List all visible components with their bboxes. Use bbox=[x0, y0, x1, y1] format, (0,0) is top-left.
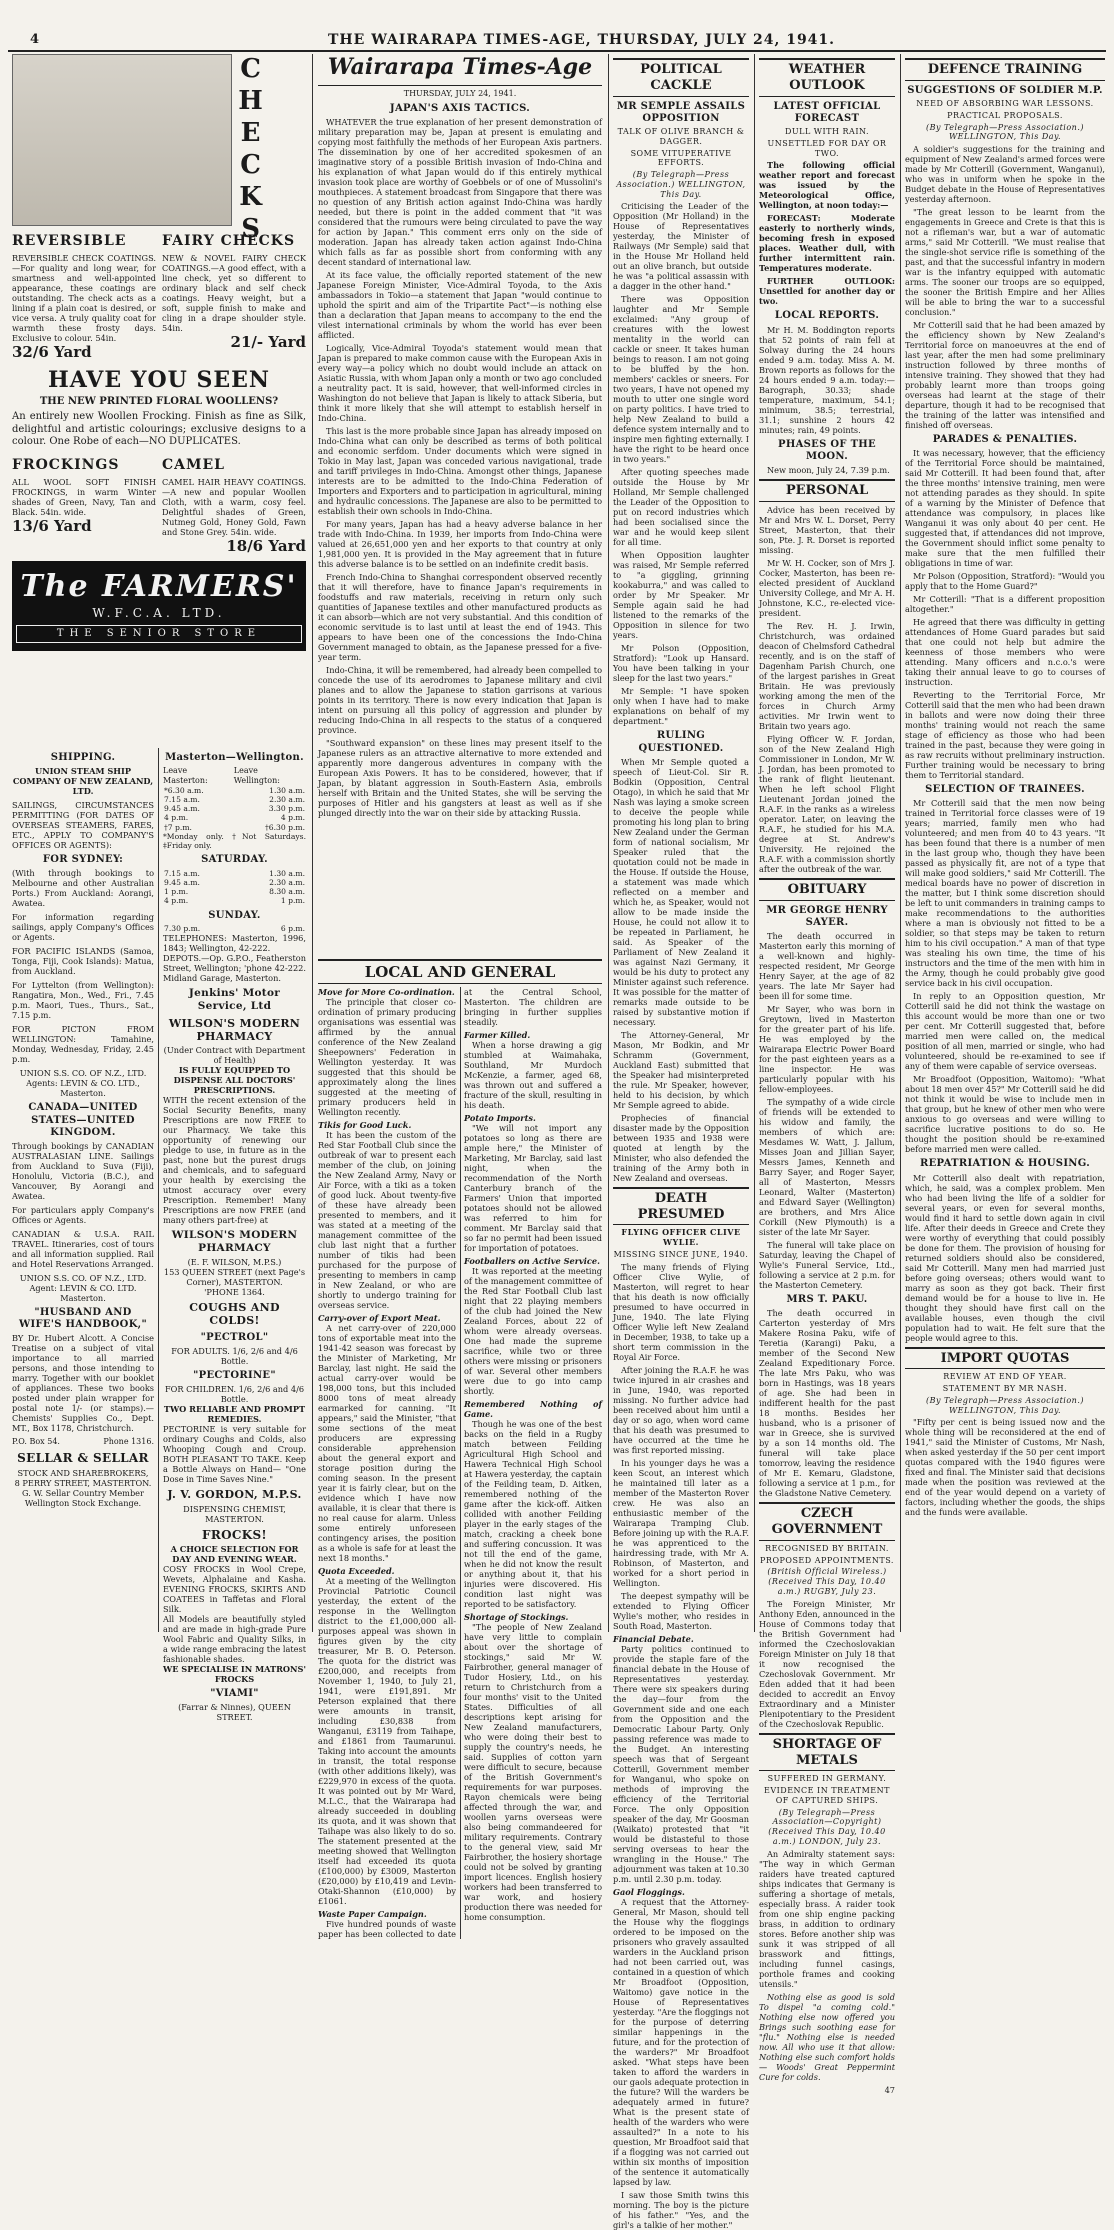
timetable-row bbox=[163, 924, 306, 933]
canada-title: CANADA—UNITED STATES—UNITED KINGDOM. bbox=[28, 1102, 138, 1138]
railway-note: *Monday only. †Not Saturdays. ‡Friday only. bbox=[163, 831, 306, 851]
trainees-paragraph: Mr Broadfoot (Opposition, Waitomo): "What about 18 men over 45?" Mr Cotterill said he did not think it would be wise to include men in that group, but he knew of other men who were anxious to go overseas and were willing to sacrifice lucrative positions to do so. He thought the position should be re-examined before married men were called. bbox=[905, 1074, 1105, 1155]
editorial-paragraph: For many years, Japan has had a heavy adverse balance in her trade with Indo-China. In 1939, her imports from Indo-China were valued at 26,651,000 yen and her exports to that country at only 1,981,000 yen. It is provided in the May agreement that in future this adverse balance is to be settled on an indefinite credit basis. bbox=[318, 518, 602, 569]
death-paragraph: The deepest sympathy will be extended to Flying Officer Wylie's mother, who resides in South Road, Masterton. bbox=[613, 1590, 749, 1631]
timetable-cell: 7.30 p.m. bbox=[164, 923, 201, 933]
column-rule bbox=[754, 54, 755, 1632]
pharmacy-title2: WILSON'S MODERN PHARMACY bbox=[171, 1229, 298, 1255]
timetable-row bbox=[163, 813, 306, 822]
have-you-seen-sub: THE NEW PRINTED FLORAL WOOLLENS? bbox=[39, 396, 279, 408]
timetable-cell: 1.30 a.m. bbox=[269, 785, 305, 795]
defence-column bbox=[905, 54, 1105, 1634]
metals-joke: Nothing else as good is sold To dispel "a coming cold." Nothing else now offered you Brings such soothing ease for "flu." Nothing else is needed now. All who use it that allow: Nothing else such comfort holds— Woods' Great Peppermint Cure for colds. bbox=[759, 1991, 895, 2082]
frocks-more: All Models are beautifully styled and are made in high-grade Pure Wool Fabric and Quality Silks, in a wide range embracing the latest fashionable shades. bbox=[163, 1614, 306, 1665]
import-sub2: STATEMENT BY MR NASH. bbox=[942, 1384, 1068, 1394]
obituary-paragraph: The death occurred in Masterton early this morning of a well-known and highly-respected resident, Mr George Henry Sayer, at the age of 82 years. The late Mr Sayer had been ill for some time. bbox=[759, 931, 895, 1001]
personal-paragraph: The Rev. H. J. Irwin, Christchurch, was ordained deacon of Chelmsford Cathedral recently, and is on the staff of Dagenham Parish Church, one of the largest parishes in Great Britain. He was previously working among the men of the forces in Church Army activities. Mr Irwin went to Britain two years ago. bbox=[759, 620, 895, 731]
column-rule bbox=[608, 54, 609, 1632]
leave-wellington: Leave Wellington: bbox=[233, 766, 280, 785]
political-column bbox=[613, 54, 749, 2230]
local-item-body: It has been the custom of the Red Star Football Club since the outbreak of war to present each member of the club, on joining the New Zealand Army, Navy or Air Force, with a tiki as a token of good luck. About twenty-five of these have already been presented to members, and it was stated at a meeting of the management committee of the club last night that a further number of tikis had been purchased for the purpose of presenting to members in camp in New Zealand, or who are shortly to undergo training for overseas service. bbox=[318, 1130, 456, 1311]
sellar-line1: STOCK AND SHAREBROKERS, bbox=[17, 1467, 149, 1478]
political-sub2: TALK OF OLIVE BRANCH & DAGGER. bbox=[617, 127, 745, 146]
local-item-heading: Carry-over of Export Meat. bbox=[318, 1313, 441, 1324]
political-sub1: MR SEMPLE ASSAILS OPPOSITION bbox=[616, 100, 746, 124]
editorial-paragraph: At its face value, the officially reported statement of the new Japanese Foreign Minister, Vice-Admiral Toyoda, to the Axis ambassadors in Tokio—a statement that Japan "would continue to uphold the spirit and aim of the Tripartite Pact"—is nothing else than a declaration that Japan means to accompany to the end the vilest international criminals by whom the world has ever been afflicted. bbox=[318, 269, 602, 340]
gaol-title: Gaol Floggings. bbox=[613, 1886, 685, 1897]
sellar-phone: Phone 1316. bbox=[103, 1437, 154, 1447]
timetable-cell: 4 p.m. bbox=[164, 813, 189, 823]
defence-title: DEFENCE TRAINING bbox=[905, 58, 1105, 81]
death-sub2: MISSING SINCE JUNE, 1940. bbox=[613, 1249, 749, 1259]
pharmacy-sub: (Under Contract with Department of Health) bbox=[163, 1045, 306, 1066]
nameplate: Wairarapa Times-Age bbox=[318, 54, 602, 86]
personal-paragraph: Advice has been received by Mr and Mrs W. L. Dorset, Perry Street, Masterton, that their son, Pte. J. R. Dorset is reported missing. bbox=[759, 504, 895, 555]
railway-header bbox=[163, 766, 306, 786]
local-item-body: At a meeting of the Wellington Provincial Patriotic Council yesterday, the extent of the response in the Wellington district to the £1,000,000 all-purposes appeal was shown in figures given by the city treasurer, Mr B. O. Peterson. The quota for the district was £200,000, and receipts from November 1, 1940, to July 21, 1941, were £191,891. Mr Peterson explained that there were amounts in transit, including £30,838 from Wanganui, £3119 from Taihape, and £1861 from Taumarunui. Taking into account the amounts in transit, the total response (with other additions likely), was £229,970 in excess of the quota. It was pointed out by Mr Ward, M.L.C., that the Wairarapa had already succeeded in doubling its quota, and it was shown that Taihape was also likely to do so. The statement presented at the meeting showed that Wellington itself had exceeded its quota (£100,000) by £3009, Masterton (£20,000) by £10,419 and Levin-Otaki-Shannon (£10,000) by £1061. bbox=[318, 1576, 456, 1907]
column-rule bbox=[158, 748, 159, 1632]
trainees-body bbox=[905, 798, 1105, 1154]
political-title: POLITICAL CACKLE bbox=[613, 58, 749, 97]
metals-sub: SUFFERED IN GERMANY. bbox=[767, 1774, 887, 1784]
local-item-body: "The people of New Zealand have very little to complain about over the shortage of stockings," said Mr W. Fairbrother, general manager of Tudor Hosiery, Ltd., on his return to Christchurch from a four months' visit to the United States. Difficulties of all descriptions kept arising for New Zealand manufacturers, who were doing their best to supply the country's needs, he said. Supplies of cotton yarn were difficult to secure, because of the British Government's requirements for war purposes. Rayon chemicals were being affected through the war, and woollen yarns overseas were also being commandeered for military requirements. Contrary to the general view, said Mr Fairbrother, the hosiery shortage could not be solved by granting import licences. English hosiery workers had been transferred to war work, and hosiery production there was needed for home consumption. bbox=[464, 1622, 602, 1923]
parades-paragraph: Reverting to the Territorial Force, Mr Cotterill said that the men who had been drawn in ballots and were now doing their three months' training would not reach the same stage of efficiency as those who had been trained in the past, because they were going in as raw recruits without preliminary instruction. Further training would be necessary to bring them to Territorial standard. bbox=[905, 690, 1105, 781]
have-you-seen-text: An entirely new Woollen Frocking. Finish as fine as Silk, delightful and artistic colourings; exclusive designs to a colour. One Robe of each—NO DUPLICATES. bbox=[12, 411, 306, 447]
personal-title: PERSONAL bbox=[759, 479, 895, 502]
local-item-body: Five hundred pounds of waste paper has been collected to date at the Central School, Masterton. The children are bringing in further supplies steadily. bbox=[318, 987, 602, 1940]
frockings-title: FROCKINGS bbox=[12, 456, 120, 473]
fairy-checks-text: NEW & NOVEL FAIRY CHECK COATINGS.—A good effect, with a line check, yet so different to ordinary black and self check coatings. Heavy weight, but a soft, supple finish to make and cling in a drape shoulder style. 54in. bbox=[162, 253, 306, 334]
death-sub: FLYING OFFICER CLIVE WYLIE. bbox=[621, 1227, 741, 1248]
pacific-text: FOR PACIFIC ISLANDS (Samoa, Tonga, Fiji, Cook Islands): Matua, from Auckland. bbox=[12, 946, 154, 977]
sellar-line2: 8 PERRY STREET, MASTERTON. bbox=[14, 1477, 152, 1488]
local-items bbox=[318, 987, 602, 1939]
timetable-row bbox=[163, 795, 306, 804]
local-item-body: The principle that closer co-ordination of primary producing organisations was essential was affirmed by the annual conference of the New Zealand Sheepowners' Federation in Wellington yesterday. It was suggested that this should be approximately along the lines suggested at the meeting of primary producers held in Wellington recently. bbox=[318, 997, 456, 1118]
picton-text: FOR PICTON FROM WELLINGTON: Tamahine, Monday, Wednesday, Friday, 2.45 p.m. bbox=[12, 1024, 154, 1065]
canada-particulars: For particulars apply Company's Offices or Agents. bbox=[12, 1204, 154, 1225]
timetable-row bbox=[163, 804, 306, 813]
import-text: "Fifty per cent is being issued now and the whole thing will be reconsidered at the end of 1941," said the Minister of Customs, Mr Nash, when asked yesterday if the 50 per cent import quotas compared with the 1940 figures were fixed and final. The Minister said that decisions made when the position was reviewed at the end of the year would depend on a variety of factors, including whether the goods, the ships and the funds were available. bbox=[905, 1417, 1105, 1518]
farmers-name: The FARMERS' bbox=[20, 569, 298, 605]
sydney-title: FOR SYDNEY: bbox=[42, 854, 124, 866]
obituary-sub: MR GEORGE HENRY SAYER. bbox=[766, 904, 888, 928]
gordon-name: J. V. GORDON, M.P.S. bbox=[167, 1488, 302, 1502]
sellar-name: SELLAR & SELLAR bbox=[17, 1451, 149, 1466]
pectorine-title: "PECTORINE" bbox=[193, 1370, 276, 1382]
defence-body bbox=[905, 144, 1105, 430]
death-body bbox=[613, 1262, 749, 1631]
pharmacy-text: WITH the recent extension of the Social Security Benefits, many Prescriptions are now FREE to our Pharmacy. We take this opportunity of renewing our pledge to use, in future as in the past, none but the purest drugs and chemicals, and to safeguard your health by exercising the utmost accuracy over every Prescription. Remember! Many Prescriptions are now FREE (and many others part-free) at bbox=[163, 1095, 306, 1226]
local-general-section bbox=[318, 955, 602, 1940]
repatriation-text: Mr Cotterill also dealt with repatriation, which, he said, was a complex problem. Men who had been living the life of a soldier for several years, or even for several months, would find it hard to settle down again in civil life. After their deeds in Greece and Crete they were worthy of everything that could possibly be done for them. The provision of housing for returned soldiers should also be considered, said Mr Cotterill. Many men had married just before going overseas; others would want to marry as soon as they got back. Their first demand would be for a house to live in. He thought they should have first call on the available houses, even though the civil population had to wait. He felt sure that the people would agree to this. bbox=[905, 1172, 1105, 1343]
farmers-tag: THE SENIOR STORE bbox=[16, 625, 302, 643]
trainees-title: SELECTION OF TRAINEES. bbox=[925, 784, 1085, 796]
editorial-body bbox=[318, 117, 602, 818]
weather-sub2: DULL WITH RAIN. bbox=[784, 127, 870, 137]
services-column bbox=[163, 748, 306, 1723]
editorial-paragraph: French Indo-China to Shanghai correspondent observed recently that it will therefore, have to finance Japan's requirements in foodstuffs and raw materials, receiving in return only such quantities of Japanese textiles and other manufactured products as it can absorb—which are not very substantial. And this condition of economic servitude is to last until at least the end of 1943. This appears to have been one of the concessions the Indo-China Government managed to obtain, as the Japanese pressed for a five-year term. bbox=[318, 571, 602, 662]
local-item-heading: Quota Exceeded. bbox=[318, 1566, 395, 1577]
death-paragraph: In his younger days he was a keen Scout, an interest which he maintained till later as a member of the Masterton Rover crew. He was also an enthusiastic member of the Wairarapa Tramping Club. Before joining up with the R.A.F. he was apprenticed to the hairdressing trade, with Mr A. Robinson, of Masterton, and worked for a short period in Wellington. bbox=[613, 1457, 749, 1588]
frocks-sub: A CHOICE SELECTION FOR DAY AND EVENING WEAR. bbox=[170, 1544, 299, 1565]
czech-credit: (British Official Wireless.) (Received This Day, 10.40 a.m.) RUGBY, July 23. bbox=[767, 1567, 887, 1596]
ruling-body bbox=[613, 757, 749, 1183]
defence-paragraph: Mr Cotterill said that he had been amazed by the efficiency shown by New Zealand's Territorial force on manoeuvres at the end of last year, after the men had some preliminary instruction followed by three months of intensive training. They showed that they had probably learnt more than troops going overseas had learnt at the stage of their departure, though it had to be recognised that the training of the latter was intensified and finished off overseas. bbox=[905, 320, 1105, 431]
farmers-logo bbox=[12, 561, 306, 650]
czech-text: The Foreign Minister, Mr Anthony Eden, announced in the House of Commons today that the British Government had informed the Czechoslovakian Foreign Minister on July 18 that it now recognised the Czechoslovak Government. Mr Eden added that it had been decided to accredit an Envoy Extraordinary and a Minister Plenipotentiary to the President of the Czechoslovak Republic. bbox=[759, 1598, 895, 1729]
gaol-text: A request that the Attorney-General, Mr Mason, should tell the House why the floggings ordered to be imposed on the prisoners who gravely assaulted warders in the Auckland prison had not been carried out, was contained in a question of which Mr Broadfoot (Opposition, Waitomo) gave notice in the House of Representatives yesterday. "Are the floggings not for the purpose of deterring similar happenings in the future, and for the protection of the warders?" Mr Broadfoot asked. "What steps have been taken to afford the warders in our gaols adequate protection in the future? Will the warders be adequately armed in future? What is the present state of health of the warders who were assaulted?" In a note to his question, Mr Broadfoot said that if a flogging was not carried out within six months of imposition of the sentence it automatically lapsed by law. bbox=[613, 1896, 749, 2187]
editorial-paragraph: "Southward expansion" on these lines may present itself to the Japanese rulers as an attractive alternative to more extended and apparently more dangerous adventures in company with the European Axis Powers. It has to be considered, however, that if Japan, by blatant aggression in South-Eastern Asia, embroils herself with Britain and the United States, she will be serving the purposes of Hitler and his gangsters at least as well as if she plunged directly into the war on their side by attacking Russia. bbox=[318, 737, 602, 818]
metals-num: 47 bbox=[884, 2084, 895, 2095]
reversible-title: REVERSIBLE bbox=[12, 233, 127, 249]
timetable-cell: †7 p.m. bbox=[164, 822, 192, 832]
fairy-checks-title: FAIRY CHECKS bbox=[162, 233, 296, 249]
leave-masterton: Leave Masterton: bbox=[163, 766, 208, 785]
editorial-paragraph: This last is the more probable since Japan has already imposed on Indo-China what can only be described as terms of both political and economic serfdom. Under documents which were signed in Tokio in May last, Japan was conceded various navigational, trade and tariff privileges in Indo-China. Amongst other things, Japanese interests are to be admitted to the Indo-China Federation of Importers and Exporters and to participation in agricultural, mining and hydraulic concessions. The Japanese are also to be permitted to establish their own schools in Indo-China. bbox=[318, 425, 602, 516]
personal-paragraph: Flying Officer W. F. Jordan, son of the New Zealand High Commissioner in London, Mr W. J. Jordan, has been promoted to the rank of flight lieutenant. When he left school Flight Lieutenant Jordan joined the R.A.F. in the ranks as a wireless operator. Later, on leaving the R.A.F., he studied for his M.A. degree at St. Andrew's University. He rejoined the R.A.F. with a commission shortly after the outbreak of the war. bbox=[759, 733, 895, 874]
handbook-text: BY Dr. Hubert Alcott. A Concise Treatise on a subject of vital importance to all married persons, and those intending to marry. Together with our booklet of appliances. These two books posted under plain wrapper for postal note 1/- (or stamps).—Chemists' Supplies Co., Dept. MT., Box 1178, Christchurch. bbox=[12, 1333, 154, 1434]
farmers-co: W.F.C.A. LTD. bbox=[92, 605, 226, 620]
frocks-title: FROCKS! bbox=[202, 1527, 267, 1542]
political-paragraph: Criticising the Leader of the Opposition (Mr Holland) in the House of Representatives yesterday, the Minister of Railways (Mr Semple) said that in the House Mr Holland held out an olive branch, but outside he was "a political assassin with a dagger in the other hand." bbox=[613, 201, 749, 292]
timetable-row bbox=[163, 878, 306, 887]
moon-title: PHASES OF THE MOON. bbox=[778, 438, 876, 462]
masthead-rule bbox=[8, 50, 1106, 52]
handbook-title: "HUSBAND AND WIFE'S HANDBOOK," bbox=[19, 1306, 147, 1331]
railway-telephones: TELEPHONES: Masterton, 1996, 1843; Wellington, 42-222. bbox=[163, 933, 306, 954]
political-paragraph: After quoting speeches made outside the House by Mr Holland, Mr Semple challenged the Leader of the Opposition to put on record industries which had been socialised since the war and he would keep silent for all time. bbox=[613, 467, 749, 548]
timetable-cell: 9.45 a.m. bbox=[164, 804, 200, 814]
sellar-line3: G. W. Sellar Country Member Wellington Stock Exchange. bbox=[22, 1487, 144, 1508]
pharmacy-owner: (E. F. WILSON, M.P.S.) bbox=[187, 1257, 282, 1268]
timetable-cell: 4 p.m. bbox=[280, 813, 305, 823]
timetable-row bbox=[163, 869, 306, 878]
reversible-text: REVERSIBLE CHECK COATINGS.—For quality and long wear, for smartness and well-appointed appearance, these coatings are outstanding. The check acts as a lining if a plain coat is desired, or vice versa. A truly quality coat for warmth these frosty days. Exclusive to colour. 54in. bbox=[12, 253, 156, 344]
local-item-body: "We will not import any potatoes so long as there are ample here," the Minister of Marketing, Mr Barclay, said last night, when the recommendation of the North Canterbury branch of the Farmers' Union that imported potatoes should not be allowed was referred to him for comment. Mr Barclay said that so far no permit had been issued for importation of potatoes. bbox=[464, 1123, 602, 1254]
editorial-paragraph: Logically, Vice-Admiral Toyoda's statement would mean that Japan is prepared to make common cause with the European Axis in every way—a policy which no doubt would include an attack on Asiatic Russia, with whom Japan only a month or two ago concluded a neutrality pact. It is said, however, that well-informed circles in Washington do not believe that Japan is likely to attack Siberia, but think it more likely that she will attempt to establish herself in Indo-China. bbox=[318, 342, 603, 423]
death-paragraph: After joining the R.A.F. he was twice injured in air crashes and in June, 1940, was reported missing. No further advice had been received about him until a day or so ago, when word came that his death was presumed to have occurred at the time he was first reported missing. bbox=[613, 1364, 749, 1455]
timetable-cell: 1 p.m. bbox=[164, 887, 189, 897]
pharmacy-address: 153 QUEEN STREET (next Page's Corner), MASTERTON. bbox=[163, 1267, 306, 1288]
fairy-checks-price: 21/- Yard bbox=[230, 333, 306, 352]
remedies-text: TWO RELIABLE AND PROMPT REMEDIES. bbox=[163, 1404, 306, 1425]
timetable-row bbox=[163, 896, 306, 905]
shipping-agent2: UNION S.S. CO. OF N.Z., LTD. Agent: LEVIN & CO. LTD. Masterton. bbox=[19, 1272, 147, 1303]
sellar-box: P.O. Box 54. bbox=[12, 1437, 60, 1447]
timetable-cell: 3.30 p.m. bbox=[268, 804, 305, 814]
news-column bbox=[759, 54, 895, 2095]
sellar-contact bbox=[12, 1437, 154, 1447]
moon-text: New moon, July 24, 7.39 p.m. bbox=[767, 464, 890, 475]
defence-sub3: PRACTICAL PROPOSALS. bbox=[947, 110, 1063, 120]
pectorine-text: PECTORINE is very suitable for ordinary Coughs and Colds, also Whooping Cough and Croup. BOTH PLEASANT TO TAKE. Keep a Bottle Always on Hand— "One Dose in Time Saves Nine." bbox=[163, 1424, 306, 1485]
coughs-title: COUGHS AND COLDS! bbox=[189, 1301, 280, 1328]
ruling-title: RULING QUESTIONED. bbox=[638, 730, 724, 754]
timetable-cell: 8.30 a.m. bbox=[269, 887, 305, 897]
masthead bbox=[8, 2, 1106, 48]
local-reports-title: LOCAL REPORTS. bbox=[774, 310, 880, 322]
editorial-paragraph: WHATEVER the true explanation of her present demonstration of military preparation may be, Japan at present is emulating and copying most faithfully the methods of her European Axis partners. The dissemination by one of her accredited spokesmen of an imaginative story of a possible British invasion of Indo-China and his explanation of what Japan would do if this entirely mythical invasion took place are worthy of Goebbels or of one of Mussolini's mouthpieces. A statement broadcast from Singapore that there was no question of any British action against Indo-China was hardly needed, but there is point in the added comment that "it was considered that the rumours were being circulated to pave the way for action by Japan." This comment errs only on the side of moderation. Japan has already taken action against Indo-China which falls as far as possible short from conforming with any decent standard of international law. bbox=[318, 116, 602, 267]
checks-heading: CHECKS bbox=[235, 54, 266, 246]
lyttelton-text: For Lyttelton (from Wellington): Rangatira, Mon., Wed., Fri., 7.45 p.m. Maori, Tues., Thurs., Sat., 7.15 p.m. bbox=[12, 980, 154, 1021]
weather-sub3: UNSETTLED FOR DAY OR TWO. bbox=[767, 138, 887, 158]
page-number: 4 bbox=[30, 32, 40, 47]
obituary-title: OBITUARY bbox=[759, 878, 895, 901]
parades-paragraph: He agreed that there was difficulty in getting attendances of Home Guard parades but said that one could not help but admire the keenness of those members who were attending. Many officers and n.c.o.'s were taking their annual leave to go to courses of instruction. bbox=[905, 617, 1105, 688]
shipping-agents: UNION S.S. CO. OF N.Z., LTD. Agents: LEVIN & CO. LTD., Masterton. bbox=[19, 1068, 147, 1099]
weather-title: WEATHER OUTLOOK bbox=[759, 58, 895, 97]
defence-paragraph: A soldier's suggestions for the training and equipment of New Zealand's armed forces were made by Mr Cotterill (Government, Wanganui), who was in uniform when he spoke in the Budget debate in the House of Representatives yesterday afternoon. bbox=[905, 144, 1105, 205]
local-item-heading: Potato Imports. bbox=[464, 1113, 536, 1124]
local-item-body: A net carry-over of 220,000 tons of exportable meat into the 1941-42 season was forecast by the Minister of Marketing, Mr Barclay, last night. He said the actual carry-over would be 198,000 tons, but this included 8000 tons of meat already earmarked for canning. "It appears," said the Minister, "that some sections of the meat producers are expressing considerable apprehension about the general export and storage position during the coming season. In the present year it is fairly clear, but on the evidence which I have now available, it is clear that there is no real cause for alarm. Unless some entirely unforeseen contingency arises, the position as a whole is safe for at least the next 18 months." bbox=[318, 1323, 456, 1564]
weather-further: FURTHER OUTLOOK: Unsettled for another day or two. bbox=[759, 276, 895, 307]
metals-title: SHORTAGE OF METALS bbox=[759, 1733, 895, 1772]
timetable-cell: *6.30 a.m. bbox=[164, 785, 204, 795]
local-item-heading: Farmer Killed. bbox=[464, 1030, 531, 1041]
parades-paragraph: Mr Polson (Opposition, Stratford): "Would you apply that to the Home Guard?" bbox=[905, 571, 1105, 592]
pectrol-title: "PECTROL" bbox=[200, 1331, 269, 1343]
personal-paragraph: Mr W. H. Cocker, son of Mrs J. Cocker, Masterton, has been re-elected president of Auckland University College, and Mr A. H. Johnstone, K.C., re-elected vice-president. bbox=[759, 557, 895, 618]
timetable-cell: 1 p.m. bbox=[280, 896, 305, 906]
trainees-paragraph: Mr Cotterill said that the men now being trained in Territorial force classes were of 19 years; married, family men who had volunteered; and men from 40 to 43 years. "It has been found that there is a number of men in the last group who, though they have been passed as physically fit, are not of a type that will make good soldiers," said Mr Cotterill. The medical boards have no power of discretion in the matter, but I think some discretion should be left to unit commanders in training camps to make recommendations to the authorities where a man is obviously not fitted to be a soldier, so that steps may be taken to return him to his civil occupation." A man of that type was stealing his own time, the time of his instructors and the time of the men with him in the Army, though he could probably give good service back in his civil occupation. bbox=[905, 798, 1105, 989]
local-item-body: When a horse drawing a gig stumbled at Waimahaka, Southland, Mr Murdoch McKenzie, a farmer, aged 68, was thrown out and suffered a fracture of the skull, resulting in his death. bbox=[464, 1040, 602, 1111]
railway-title: Masterton—Wellington. bbox=[165, 752, 304, 763]
import-title: IMPORT QUOTAS bbox=[905, 1347, 1105, 1370]
have-you-seen-title: HAVE YOU SEEN bbox=[48, 367, 270, 394]
shipping-info: For information regarding sailings, apply Company's Offices or Agents. bbox=[12, 912, 154, 943]
local-item-body: Though he was one of the best backs on the field in a Rugby match between Feilding Agricultural High School and Hawera Technical High School at Hawera yesterday, the captain of the Feilding team, D. Aitken, remembered nothing of the game after the kick-off. Aitken collided with another Feilding player in the early stages of the match, cracking a cheek bone and suffering concussion. It was not till the end of the game, when he did not know the result or anything about it, that his injuries were discovered. His condition last night was reported to be satisfactory. bbox=[464, 1419, 602, 1610]
weather-intro: The following official weather report and forecast was issued by the Meteorological Office, Wellington, at noon today:— bbox=[759, 160, 895, 211]
parades-body bbox=[905, 448, 1105, 780]
gordon-sub: DISPENSING CHEMIST, MASTERTON. bbox=[183, 1503, 286, 1524]
sydney-text: (With through bookings to Melbourne and other Australian Ports.) From Auckland: Aorangi, Awatea. bbox=[12, 868, 154, 909]
railway-timetable bbox=[163, 786, 306, 832]
defence-sub: SUGGESTIONS OF SOLDIER M.P. bbox=[907, 84, 1103, 96]
masthead-line: THE WAIRARAPA TIMES-AGE, THURSDAY, JULY 24, 1941. bbox=[328, 32, 836, 48]
death-title: DEATH PRESUMED bbox=[613, 1187, 749, 1226]
obituary-body bbox=[759, 931, 895, 1290]
repatriation-title: REPATRIATION & HOUSING. bbox=[919, 1158, 1091, 1170]
local-item-heading: Remembered Nothing of Game. bbox=[464, 1399, 602, 1420]
viami-title: "VIAMI" bbox=[210, 1688, 259, 1700]
saturday-timetable bbox=[163, 869, 306, 906]
editorial-paragraph: Indo-China, it will be remembered, had already been compelled to concede the use of its aerodromes to Japanese military and civil planes and to allow the Japanese to station garrisons at various points in its territory. There is now every indication that Japan is intent on pursuing all this policy of aggression and plunder by reducing Indo-China in all respects to the status of a conquered province. bbox=[318, 664, 602, 735]
obituary-paragraph: Mr Sayer, who was born in Greytown, lived in Masterton for the greater part of his life. He was employed by the Wairarapa Electric Power Board for the past eighteen years as a line inspector. He was particularly popular with his fellow-employees. bbox=[759, 1004, 895, 1094]
political-paragraph: There was Opposition laughter and Mr Semple exclaimed: "Any group of creatures with the lowest mentality in the world can cackle or sneer. It takes human beings to reason. I am not going to be bluffed by the hon. members' cackles or sneers. For two years, I have not opened my mouth to utter one single word on party politics. I have tried to help New Zealand to build a defence system internally and to inspire men fighting externally. I have the right to be heard once in two years." bbox=[613, 294, 749, 465]
timetable-row bbox=[163, 786, 306, 795]
railway-depots: DEPOTS.—Op. G.P.O., Featherston Street, Wellington; 'phone 42-222. Midland Garage, Masterton. bbox=[163, 953, 306, 984]
reversible-price: 32/6 Yard bbox=[12, 343, 92, 362]
viami-sub: (Farrar & Ninnes), QUEEN STREET. bbox=[178, 1702, 291, 1723]
pharmacy-phone: 'PHONE 1364. bbox=[204, 1287, 265, 1298]
obituary-paragraph: The funeral will take place on Saturday, leaving the Chapel of Wylie's Funeral Service, Ltd., following a service at 2 p.m. for the Masterton Cemetery. bbox=[759, 1240, 895, 1290]
local-reports-text: Mr H. M. Boddington reports that 52 points of rain fell at Solway during the 24 hours ended 9 a.m. today. Miss A. M. Brown reports as follows for the 24 hours ended 9 a.m. today:—Barograph, 30.33; shade temperature, maximum, 54.1; minimum, 38.5; terrestrial, 31.1; sunshine 2 hours 42 minutes; rain, 49 points. bbox=[759, 324, 895, 435]
timetable-cell: †6.30 p.m. bbox=[264, 822, 305, 832]
political-paragraph: Mr Polson (Opposition, Stratford): "Look up Hansard. You have been talking in your sleep for the last two years." bbox=[613, 643, 749, 684]
political-credit: (By Telegraph—Press Association.) WELLINGTON, This Day. bbox=[616, 170, 746, 199]
defence-paragraph: "The great lesson to be learnt from the engagements in Greece and Crete is that this is not a rifleman's war, but a war of automatic arms," said Mr Cotterill. "We must realise that the single-shot service rifle is something of the past, and that the successful infantry in modern war is the infantry equipped with automatic arms. The sooner our troops are so equipped, the sooner the British Empire and her Allies will be able to bring the war to a successful conclusion." bbox=[905, 207, 1105, 318]
ruling-paragraph: Prophecies of financial disaster made by the Opposition between 1935 and 1938 were quoted at length by the Minister, who also defended the training of the Army both in New Zealand and overseas. bbox=[613, 1112, 749, 1183]
weather-forecast: FORECAST: Moderate easterly to northerly winds, becoming fresh in exposed places. Weather dull, with further intermittent rain. Temperatures moderate. bbox=[759, 213, 895, 274]
shipping-column bbox=[12, 748, 154, 1634]
local-item-heading: Footballers on Active Service. bbox=[464, 1256, 600, 1267]
timetable-cell: 2.30 a.m. bbox=[269, 794, 305, 804]
editorial-date: THURSDAY, JULY 24, 1941. bbox=[403, 88, 517, 98]
timetable-cell: 7.15 a.m. bbox=[164, 794, 200, 804]
editorial-headline: JAPAN'S AXIS TACTICS. bbox=[389, 102, 531, 114]
political-sub3: SOME VITUPERATIVE EFFORTS. bbox=[630, 148, 732, 168]
rail-text: CANADIAN & U.S.A. RAIL TRAVEL. Itineraries, cost of tours and all information supplied. Rail and Hotel Reservations Arranged. bbox=[12, 1228, 154, 1269]
parades-paragraph: Mr Cotterill: "That is a different proposition altogether." bbox=[905, 594, 1105, 615]
sunday-title: SUNDAY. bbox=[208, 909, 261, 921]
timetable-row bbox=[163, 823, 306, 832]
defence-credit: (By Telegraph—Press Association.) WELLINGTON, This Day. bbox=[925, 122, 1084, 142]
ruling-paragraph: When Mr Semple quoted a speech of Lieut-Col. Sir R. Bodkin (Opposition, Central Otago), in which he said that Mr Nash was laying a smoke screen to deceive the people while promoting his long plan to bring New Zealand under the German form of national socialism, Mr Speaker ruled that the quotation could not be made in the House. If outside the House, a statement was made which reflected on a member and which he, as Speaker, would not allow to be made inside the House, he could not allow it to be repeated in Parliament, he said. As Speaker of the Parliament of New Zealand it was against Nazi Germany, it would be his duty to protect any Minister against such reference. It was possible for the matter of remarks made outside to be raised by substantive motion if necessary. bbox=[613, 756, 749, 1027]
matrons-text: WE SPECIALISE IN MATRONS' FROCKS bbox=[163, 1664, 306, 1685]
political-paragraph: Mr Semple: "I have spoken only when I have had to make explanations on behalf of my department." bbox=[613, 686, 749, 727]
personal-body bbox=[759, 505, 895, 874]
pectorine-children: FOR CHILDREN. 1/6, 2/6 and 4/6 Bottle. bbox=[164, 1384, 305, 1405]
local-item-body: It was reported at the meeting of the management committee of the Red Star Football Club last night that 22 playing members of the club had joined the New Zealand Forces, about 22 of whom were already overseas. One had made the supreme sacrifice, while two or three others were missing or prisoners of war. Several other members were due to go into camp shortly. bbox=[464, 1266, 602, 1397]
timetable-cell: 4 p.m. bbox=[164, 896, 189, 906]
camel-title: CAMEL bbox=[162, 456, 226, 473]
column-rule bbox=[312, 54, 313, 1632]
czech-sub: RECOGNISED BY BRITAIN. bbox=[765, 1543, 889, 1553]
frockings-price: 13/6 Yard bbox=[12, 517, 92, 536]
financial-title: Financial Debate. bbox=[613, 1633, 694, 1644]
timetable-cell: 7.15 a.m. bbox=[164, 868, 200, 878]
joke-text: I saw those Smith twins this morning. The boy is the picture of his father." "Yes, and the girl's a talkie of her mother." bbox=[613, 2189, 749, 2230]
timetable-cell: 6 p.m. bbox=[280, 923, 305, 933]
local-item-heading: Tikis for Good Luck. bbox=[318, 1120, 412, 1131]
union-text: SAILINGS, CIRCUMSTANCES PERMITTING (FOR DATES OF OVERSEAS STEAMERS, FARES, ETC., APPLY TO COMPANY'S OFFICES OR AGENTS): bbox=[12, 800, 154, 851]
financial-text: Party politics continued to provide the staple fare of the financial debate in the House of Representatives yesterday. There were six speakers during the day—four from the Government side and one each from the Opposition and the Democratic Labour Party. Only passing reference was made to the Budget. An interesting speech was that of Sergeant Cotterill, Government member for Wanganui, who spoke on methods of improving the efficiency of the Territorial Force. The only Opposition speaker of the day, Mr Goosman (Waikato) protested that "it would be distasteful to those serving overseas to hear the wrangling in the House." The adjournment was taken at 10.30 p.m. until 2.30 p.m. today. bbox=[613, 1643, 749, 1884]
union-title: UNION STEAM SHIP COMPANY OF NEW ZEALAND, LTD. bbox=[12, 766, 154, 797]
camel-price: 18/6 Yard bbox=[226, 537, 306, 556]
local-item-heading: Move for More Co-ordination. bbox=[318, 987, 455, 998]
pharmacy-equipped: IS FULLY EQUIPPED TO DISPENSE ALL DOCTORS' PRESCRIPTIONS. bbox=[173, 1065, 296, 1096]
ruling-paragraph: The Attorney-General, Mr Mason, Mr Bodkin, and Mr Schramm (Government, Auckland East) submitted that the Speaker had misinterpreted the rule. Mr Speaker, however, held to his decision, by which Mr Semple agreed to abide. bbox=[613, 1029, 749, 1110]
fashion-illustration bbox=[12, 54, 232, 226]
weather-sub: LATEST OFFICIAL FORECAST bbox=[773, 100, 881, 124]
parades-paragraph: It was necessary, however, that the efficiency of the Territorial Force should be maintained, said Mr Cotterill. It had been found that, after the three months' intensive training, men were not attending parades as they should. In spite of a warning by the Minister of Defence that attendance was compulsory, in places like Wanganui it was only about 40 per cent. He suggested that, if attendances did not improve, the Government should inflict some penalty to make sure that the men fulfilled their obligations in time of war. bbox=[905, 448, 1105, 569]
metals-text: An Admiralty statement says: "The way in which German raiders have treated captured ships indicates that Germany is suffering a shortage of metals, especially brass. A raider took from one ship engine packing brass, in addition to ordinary stores. Before another ship was sunk it was stripped of all brasswork and fittings, including funnel casings, porthole frames and cooking utensils." bbox=[759, 1848, 895, 1989]
metals-credit: (By Telegraph—Press Association—Copyright) (Received This Day, 10.40 a.m.) LONDON, July 23. bbox=[768, 1807, 886, 1846]
trainees-paragraph: In reply to an Opposition question, Mr Cotterill said he did not think the wastage on this account would be more than one or two per cent. Mr Cotterill suggested that, before married men were called on, the medical position of all men, married or single, who had volunteered, should be re-examined to see if any of them were capable of service overseas. bbox=[905, 991, 1105, 1072]
camel-text: CAMEL HAIR HEAVY COATINGS.—A new and popular Woollen Cloth, with a warm, cosy feel. Delightful shades of Green, Nutmeg Gold, Honey Gold, Fawn and Stone Grey. 54in. wide. bbox=[162, 477, 306, 538]
jenkins-title: Jenkins' Motor Service, Ltd bbox=[188, 987, 281, 1012]
metals-sub2: EVIDENCE IN TREATMENT OF CAPTURED SHIPS. bbox=[764, 1786, 890, 1805]
timetable-row bbox=[163, 887, 306, 896]
paku-title: MRS T. PAKU. bbox=[786, 1294, 868, 1305]
column-rule bbox=[900, 54, 901, 1632]
farmers-advertisement bbox=[12, 54, 306, 744]
timetable-cell: 2.30 a.m. bbox=[269, 877, 305, 887]
timetable-cell: 9.45 a.m. bbox=[164, 877, 200, 887]
frockings-text: ALL WOOL SOFT FINISH FROCKINGS, in warm Winter shades of Green, Navy, Tan and Black. 54in. wide. bbox=[12, 477, 156, 518]
saturday-title: SATURDAY. bbox=[201, 854, 268, 866]
local-general-title: LOCAL AND GENERAL bbox=[318, 959, 602, 984]
parades-title: PARADES & PENALTIES. bbox=[932, 434, 1078, 446]
czech-sub2: PROPOSED APPOINTMENTS. bbox=[760, 1555, 894, 1565]
sunday-timetable bbox=[163, 924, 306, 933]
local-item-heading: Waste Paper Campaign. bbox=[318, 1909, 427, 1920]
death-paragraph: The many friends of Flying Officer Clive Wylie, of Masterton, will regret to hear that his death is now officially presumed to have occurred in June, 1940. The late Flying Officer Wylie left New Zealand in December, 1938, to take up a short term commission in the Royal Air Force. bbox=[613, 1261, 749, 1362]
import-sub: REVIEW AT END OF YEAR. bbox=[943, 1372, 1067, 1382]
canada-text: Through bookings by CANADIAN AUSTRALASIAN LINE. Sailings from Auckland to Suva (Fiji), Honolulu, Victoria (B.C.), and Vancouver, By Aorangi and Awatea. bbox=[12, 1140, 154, 1201]
paku-text: The death occurred in Carterton yesterday of Mrs Makere Rosina Paku, wife of Teretia (Karangi) Paku, a member of the Second New Zealand Expeditionary Force. The late Mrs Paku, who was born in Hastings, was 18 years of age. She had been in indifferent health for the past 18 months. Besides her husband, who is a prisoner of war in Greece, she is survived by a son 14 months old. The funeral will take place tomorrow, leaving the residence of Mr E. Kemaru, Gladstone, following a service at 1 p.m., for the Gladstone Native Cemetery. bbox=[759, 1308, 895, 1499]
political-paragraph: When Opposition laughter was raised, Mr Semple referred to "a giggling, grinning kookaburra," and was called to order by Mr Speaker. Mr Semple again said he had listened to the remarks of the Opposition in silence for two years. bbox=[613, 550, 749, 641]
pectrol-adults: FOR ADULTS. 1/6, 2/6 and 4/6 Bottle. bbox=[171, 1346, 298, 1367]
frocks-text: COSY FROCKS in Wool Crepe, Wevets, Alphalaine and Kasha. EVENING FROCKS, SKIRTS AND COATEES in Taffetas and Floral Silk. bbox=[163, 1564, 306, 1615]
political-body bbox=[613, 201, 749, 726]
import-credit: (By Telegraph—Press Association.) WELLINGTON, This Day. bbox=[925, 1395, 1084, 1415]
pharmacy-title: WILSON'S MODERN PHARMACY bbox=[168, 1016, 301, 1044]
local-item-heading: Shortage of Stockings. bbox=[464, 1612, 569, 1623]
defence-sub2: NEED OF ABSORBING WAR LESSONS. bbox=[916, 99, 1094, 109]
obituary-paragraph: The sympathy of a wide circle of friends will be extended to his widow and family, the members of which are: Mesdames W. Watt, J. Jallum, Misses Joan and Jillian Sayer, Messrs James, Kenneth and Barry Sayer, and Roger Sayer, all of Masterton, Messrs Leonard, Walter (Masterton) and Edward Sayer (Wellington) are brothers, and Mrs Alice Corkill (New Plymouth) is a sister of the late Mr Sayer. bbox=[759, 1097, 895, 1237]
editorial-column bbox=[318, 54, 602, 949]
timetable-cell: 1.30 a.m. bbox=[269, 868, 305, 878]
czech-title: CZECH GOVERNMENT bbox=[759, 1502, 895, 1541]
shipping-title: SHIPPING. bbox=[50, 752, 116, 763]
